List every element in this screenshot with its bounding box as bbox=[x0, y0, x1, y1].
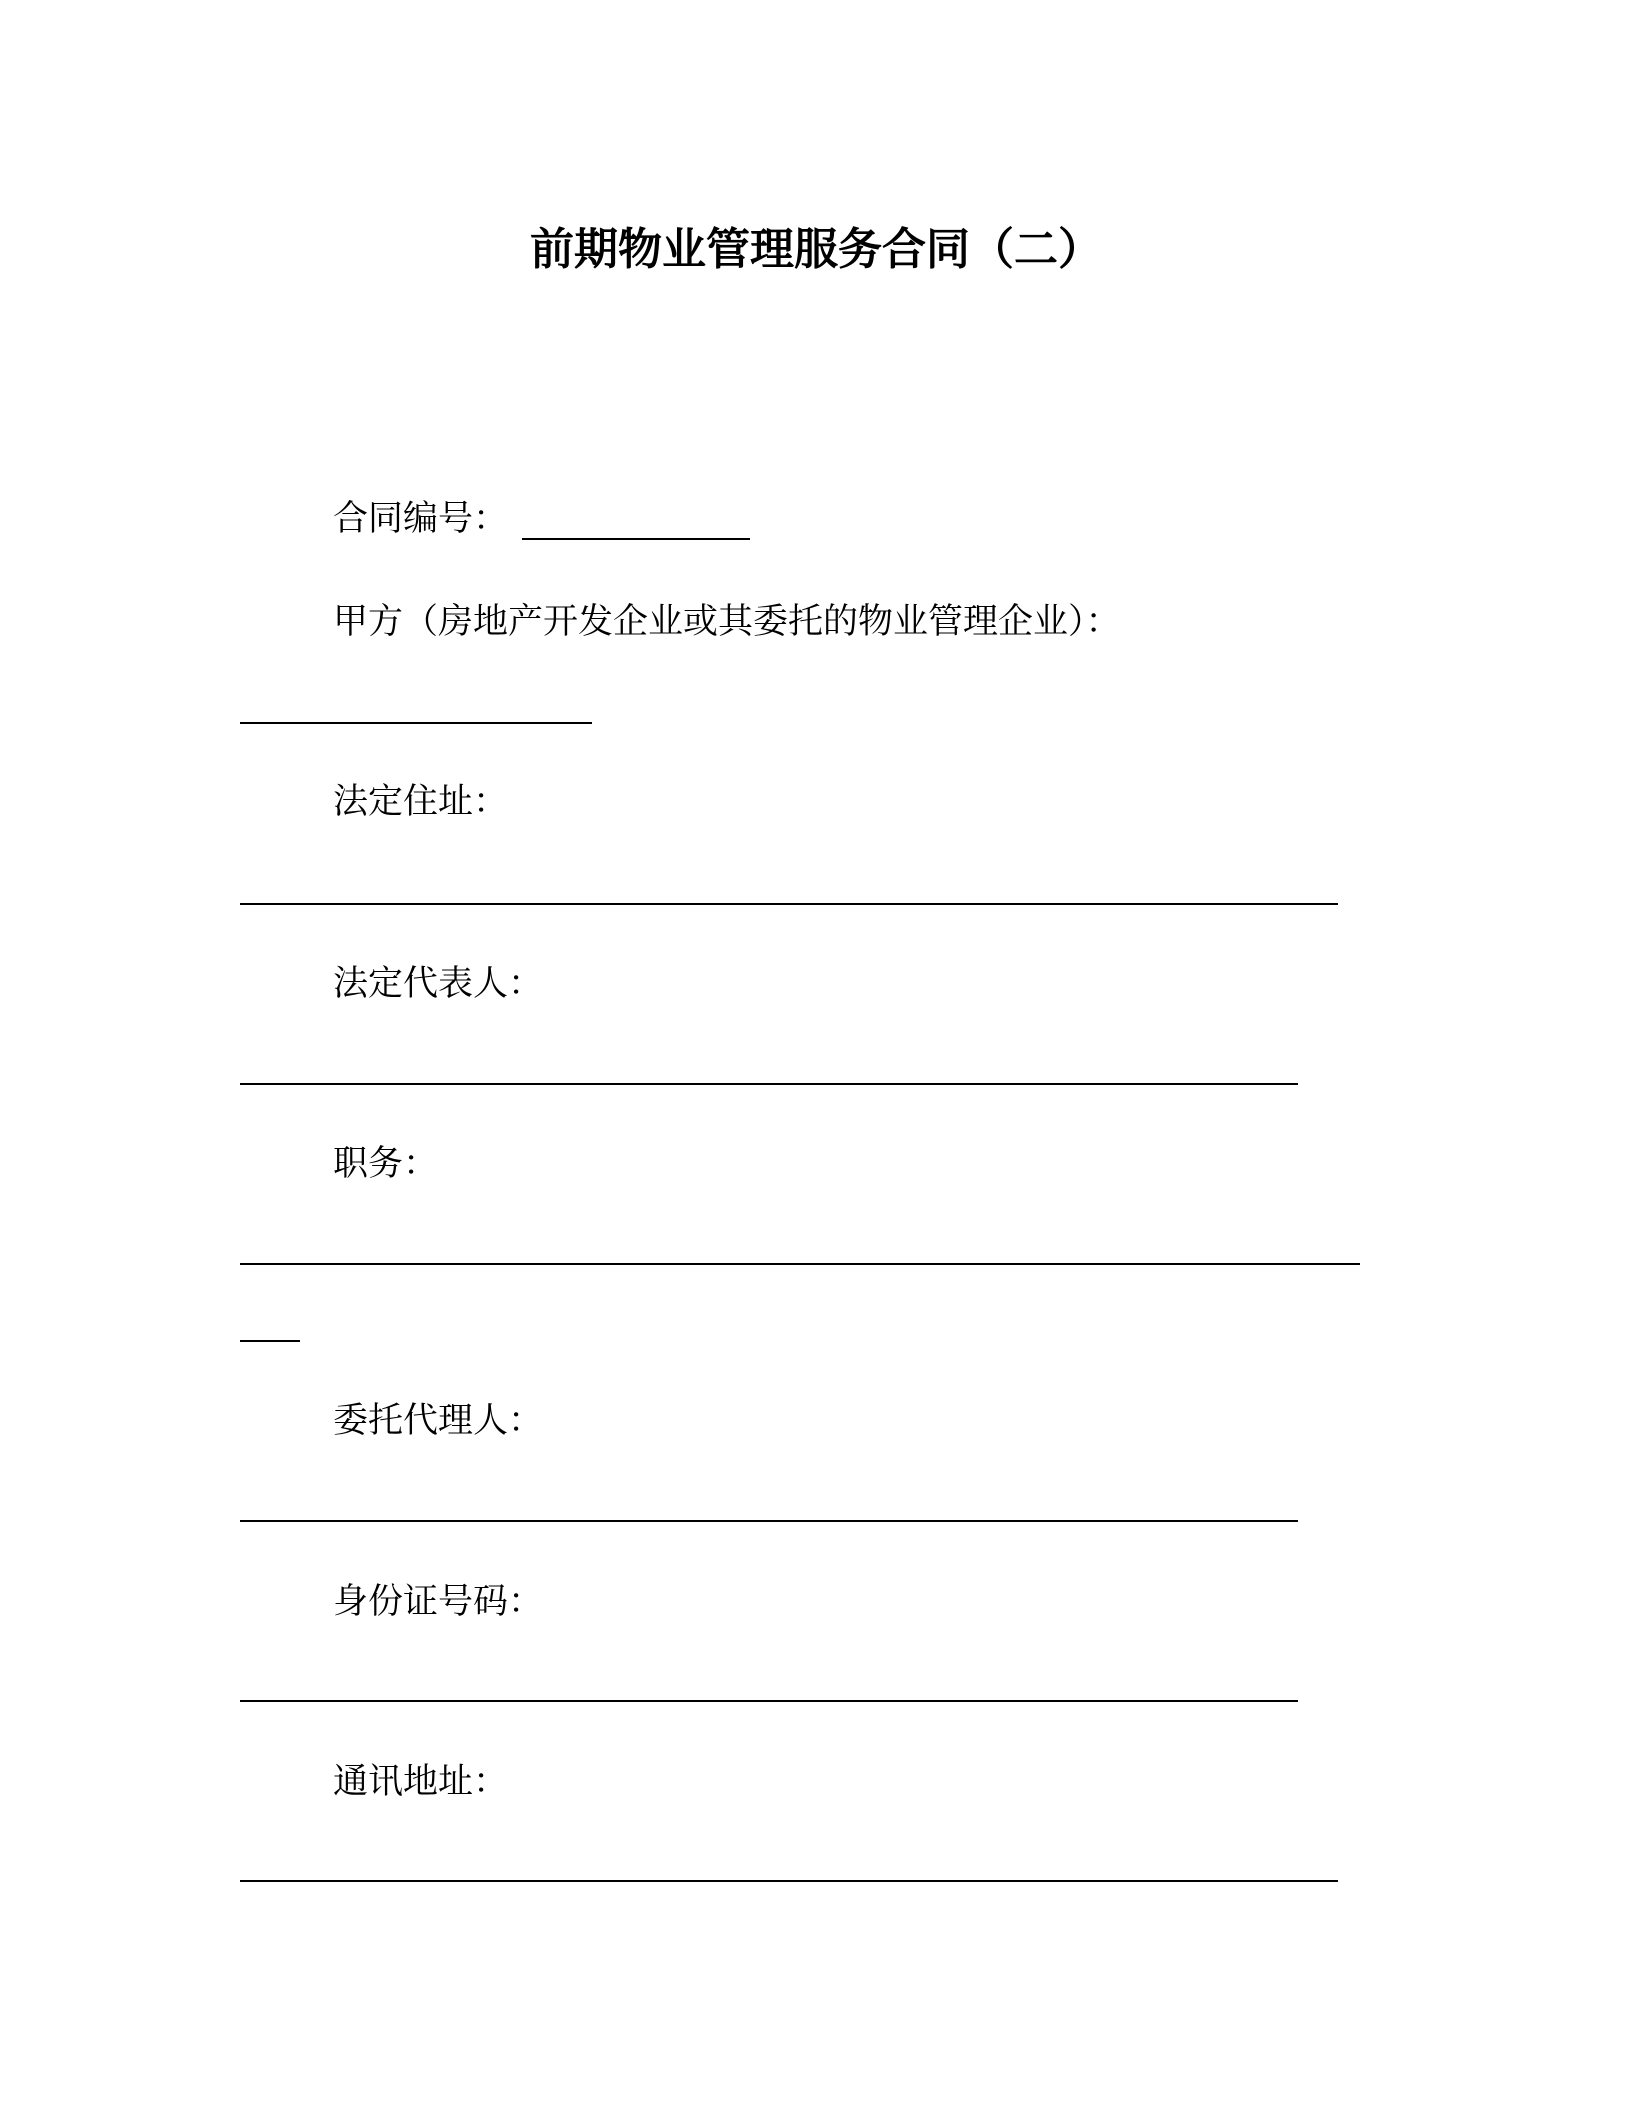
agent-blank bbox=[240, 1520, 1298, 1522]
id-number-blank bbox=[240, 1700, 1298, 1702]
position-blank-continued bbox=[240, 1340, 300, 1342]
agent-label: 委托代理人： bbox=[333, 1401, 544, 1441]
contract-number-label: 合同编号： bbox=[333, 499, 509, 539]
legal-representative-blank bbox=[240, 1083, 1298, 1085]
party-a-blank bbox=[240, 722, 592, 724]
position-label: 职务： bbox=[333, 1144, 439, 1184]
document-title: 前期物业管理服务合同（二） bbox=[530, 224, 1102, 275]
mailing-address-label: 通讯地址： bbox=[333, 1762, 509, 1802]
position-blank bbox=[240, 1263, 1360, 1265]
mailing-address-blank bbox=[240, 1880, 1338, 1882]
contract-number-blank bbox=[522, 538, 750, 540]
legal-address-blank bbox=[240, 903, 1338, 905]
party-a-label: 甲方（房地产开发企业或其委托的物业管理企业）： bbox=[333, 602, 1121, 642]
id-number-label: 身份证号码： bbox=[333, 1582, 544, 1622]
legal-address-label: 法定住址： bbox=[333, 782, 509, 822]
legal-representative-label: 法定代表人： bbox=[333, 964, 544, 1004]
contract-number-field bbox=[333, 495, 750, 543]
